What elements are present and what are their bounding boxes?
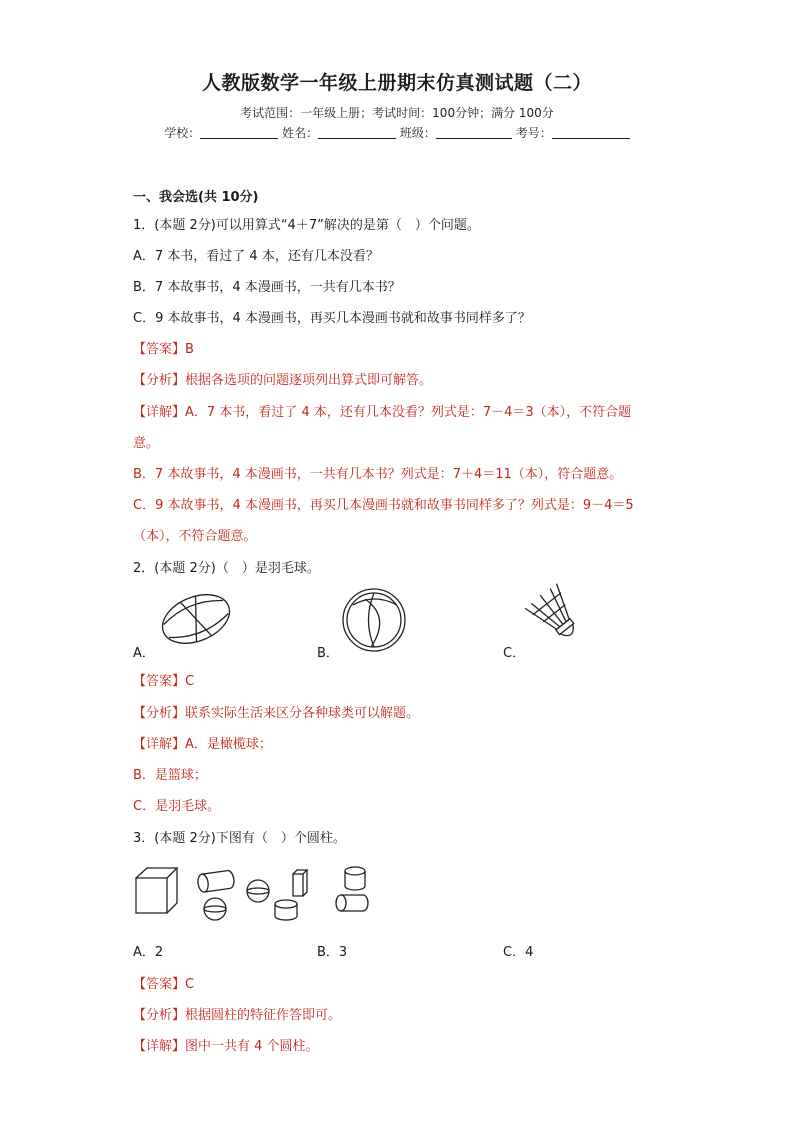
q1-answer	[133, 338, 194, 357]
analysis-tag: 【分析】	[133, 1008, 186, 1023]
name-label: 姓名：	[282, 126, 319, 140]
q3-detail	[133, 1035, 319, 1054]
school-label: 学校：	[164, 126, 201, 140]
sphere-icon	[204, 898, 226, 920]
q1-stem: 1．(本题 2分)可以用算式“4＋7”解决的是第（ ）个问题。	[133, 218, 480, 233]
detail-a-text: A．是橄榄球；	[185, 737, 272, 752]
school-blank[interactable]	[200, 126, 278, 139]
answer-value: C	[185, 977, 195, 992]
analysis-text: 根据各选项的问题逐项列出算式即可解答。	[185, 373, 433, 388]
shuttlecock-icon	[526, 586, 590, 650]
q3-stem: 3．(本题 2分)下图有（ ）个圆柱。	[133, 831, 346, 846]
q2-detail-b: B．是篮球；	[133, 768, 207, 783]
analysis-text: 联系实际生活来区分各种球类可以解题。	[185, 706, 420, 721]
answer-tag: 【答案】	[133, 977, 186, 992]
cylinder-icon	[345, 867, 365, 890]
q3-option-c: C．4	[503, 945, 534, 960]
rugby-ball-icon	[158, 588, 234, 650]
q3-answer	[133, 973, 194, 992]
q3-analysis	[133, 1004, 341, 1023]
q1-option-a: A．7 本书，看过了 4 本，还有几本没看？	[133, 249, 379, 264]
q2-option-c: C．	[503, 646, 526, 661]
q1-detail	[133, 401, 631, 420]
answer-tag: 【答案】	[133, 342, 186, 357]
cylinder-icon	[197, 870, 235, 893]
q2-detail	[133, 733, 272, 752]
q2-answer	[133, 670, 194, 689]
q3-option-b: B．3	[317, 945, 348, 960]
q2-option-b: B．	[317, 646, 339, 661]
answer-value: B	[185, 342, 194, 357]
q1-detail-c-cont: （本），不符合题意。	[133, 529, 257, 544]
detail-text: 图中一共有 4 个圆柱。	[185, 1039, 319, 1054]
cylinder-icon	[336, 895, 368, 911]
analysis-tag: 【分析】	[133, 706, 186, 721]
detail-tag: 【详解】	[133, 737, 186, 752]
q1-detail-a-cont: 意。	[133, 436, 160, 451]
prism-icon	[293, 870, 307, 896]
answer-tag: 【答案】	[133, 674, 186, 689]
analysis-tag: 【分析】	[133, 373, 186, 388]
q2-stem: 2．(本题 2分)（ ）是羽毛球。	[133, 561, 320, 576]
page-title: 人教版数学一年级上册期末仿真测试题（二）	[201, 72, 592, 94]
q2-analysis	[133, 702, 419, 721]
student-info-line	[0, 124, 794, 141]
q1-detail-c: C．9 本故事书，4 本漫画书，再买几本漫画书就和故事书同样多了？列式是：9－4＝5	[133, 498, 634, 513]
number-blank[interactable]	[552, 126, 630, 139]
section-heading: 一、我会选(共 10分)	[133, 190, 259, 205]
class-label: 班级：	[399, 126, 436, 140]
q2-option-a: A．	[133, 646, 155, 661]
detail-tag: 【详解】	[133, 405, 186, 420]
detail-tag: 【详解】	[133, 1039, 186, 1054]
class-blank[interactable]	[436, 126, 512, 139]
cylinder-icon	[275, 900, 297, 920]
q1-option-b: B．7 本故事书，4 本漫画书，一共有几本书？	[133, 280, 401, 295]
q2-detail-c: C．是羽毛球。	[133, 799, 221, 814]
answer-value: C	[185, 674, 195, 689]
name-blank[interactable]	[318, 126, 396, 139]
q1-option-c: C．9 本故事书，4 本漫画书，再买几本漫画书就和故事书同样多了？	[133, 311, 531, 326]
q3-option-a: A．2	[133, 945, 164, 960]
solids-figure	[133, 866, 373, 926]
q1-analysis	[133, 369, 432, 388]
analysis-text: 根据圆柱的特征作答即可。	[185, 1008, 342, 1023]
exam-info: 考试范围：一年级上册；考试时间：100分钟；满分 100分	[240, 106, 554, 120]
basketball-icon	[341, 587, 407, 653]
number-label: 考号：	[515, 126, 552, 140]
detail-a-text: A．7 本书，看过了 4 本，还有几本没看？列式是：7－4＝3（本），不符合题	[185, 405, 632, 420]
q1-detail-b: B．7 本故事书，4 本漫画书，一共有几本书？列式是：7＋4＝11（本），符合题意。	[133, 467, 623, 482]
cube-icon	[136, 868, 177, 913]
sphere-icon	[247, 880, 269, 902]
